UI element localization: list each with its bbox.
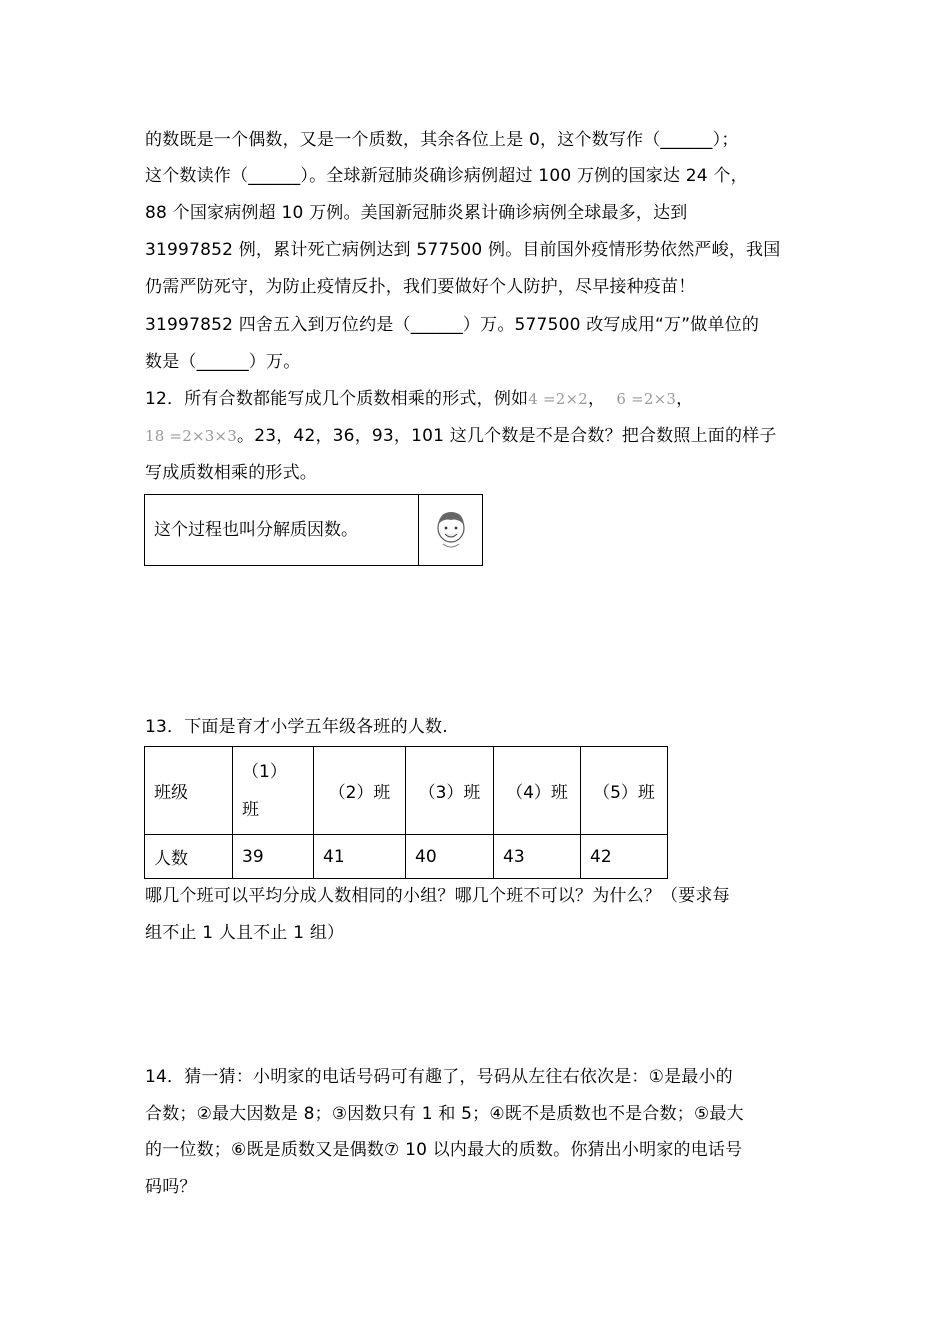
q11-line-1: 的数既是一个偶数，又是一个质数，其余各位上是 0，这个数写作（______）； [145,130,739,150]
q14-line-4: 码吗？ [145,1177,197,1197]
q11-line-5: 仍需严防死守，为防止疫情反扑，我们要做好个人防护，尽早接种疫苗！ [145,277,696,297]
q12-example-1: 4 =2×2 [528,390,588,408]
class-4-count: 43 [494,835,581,879]
q14-line-2: 合数；②最大因数是 8；③因数只有 1 和 5；④既不是质数也不是合数；⑤最大 [145,1104,744,1124]
q13-title: 13．下面是育才小学五年级各班的人数. [145,717,448,737]
q13-question-line-2: 组不止 1 人且不止 1 组） [145,923,345,943]
q11-line-4: 31997852 例，累计死亡病例达到 577500 例。目前国外疫情形势依然严峻，我国 [145,240,781,260]
table-header-row [145,747,668,835]
q12-line-3: 写成质数相乘的形式。 [145,463,317,483]
class-5-count: 42 [581,835,668,879]
q12-tip-text: 这个过程也叫分解质因数。 [145,495,419,565]
q11-line-3: 88 个国家病例超 10 万例。美国新冠肺炎累计确诊病例全球最多，达到 [145,203,688,223]
q11-line-6: 31997852 四舍五入到万位约是（______）万。577500 改写成用“万”做单位的 [145,315,760,335]
class-4-header: （4）班 [494,747,581,835]
q12-tip-box [144,494,483,566]
q11-line-7: 数是（______）万。 [145,352,301,372]
class-2-count: 41 [314,835,406,879]
class-3-header: （3）班 [406,747,494,835]
q14-line-3: 的一位数；⑥既是质数又是偶数⑦ 10 以内最大的质数。你猜出小明家的电话号 [145,1140,743,1160]
q12-sep-1: ， [587,389,606,409]
q12-line-2 [145,424,777,448]
class-3-count: 40 [406,835,494,879]
boy-avatar-icon [419,495,482,565]
class-1-count: 39 [233,835,314,879]
row-header-count: 人数 [145,835,233,879]
table-count-row [145,835,668,879]
q13-question-line-1: 哪几个班可以平均分成人数相同的小组？哪几个班不可以？为什么？（要求每 [145,886,730,906]
q12-intro: 12．所有合数都能写成几个质数相乘的形式，例如 [145,389,529,409]
q12-example-2: 6 =2×3 [616,390,677,408]
q11-line-2: 这个数读作（______）。全球新冠肺炎确诊病例超过 100 万例的国家达 24 个， [145,166,748,186]
class-5-header: （5）班 [581,747,668,835]
row-header-class: 班级 [145,747,233,835]
q12-line-2-text: 。23，42，36，93，101 这几个数是不是合数？把合数照上面的样子 [237,426,777,446]
q14-line-1: 14．猜一猜：小明家的电话号码可有趣了，号码从左往右依次是：①是最小的 [145,1067,733,1087]
class-1-header-line-1: （1） [242,761,287,782]
class-1-header-line-2: 班 [242,799,259,820]
class-1-header [233,747,314,835]
q12-example-3: 18 =2×3×3 [145,427,237,445]
class-size-table [144,746,668,879]
q12-sep-2: ， [676,389,694,409]
class-2-header: （2）班 [314,747,406,835]
q12-line-1 [145,387,693,411]
